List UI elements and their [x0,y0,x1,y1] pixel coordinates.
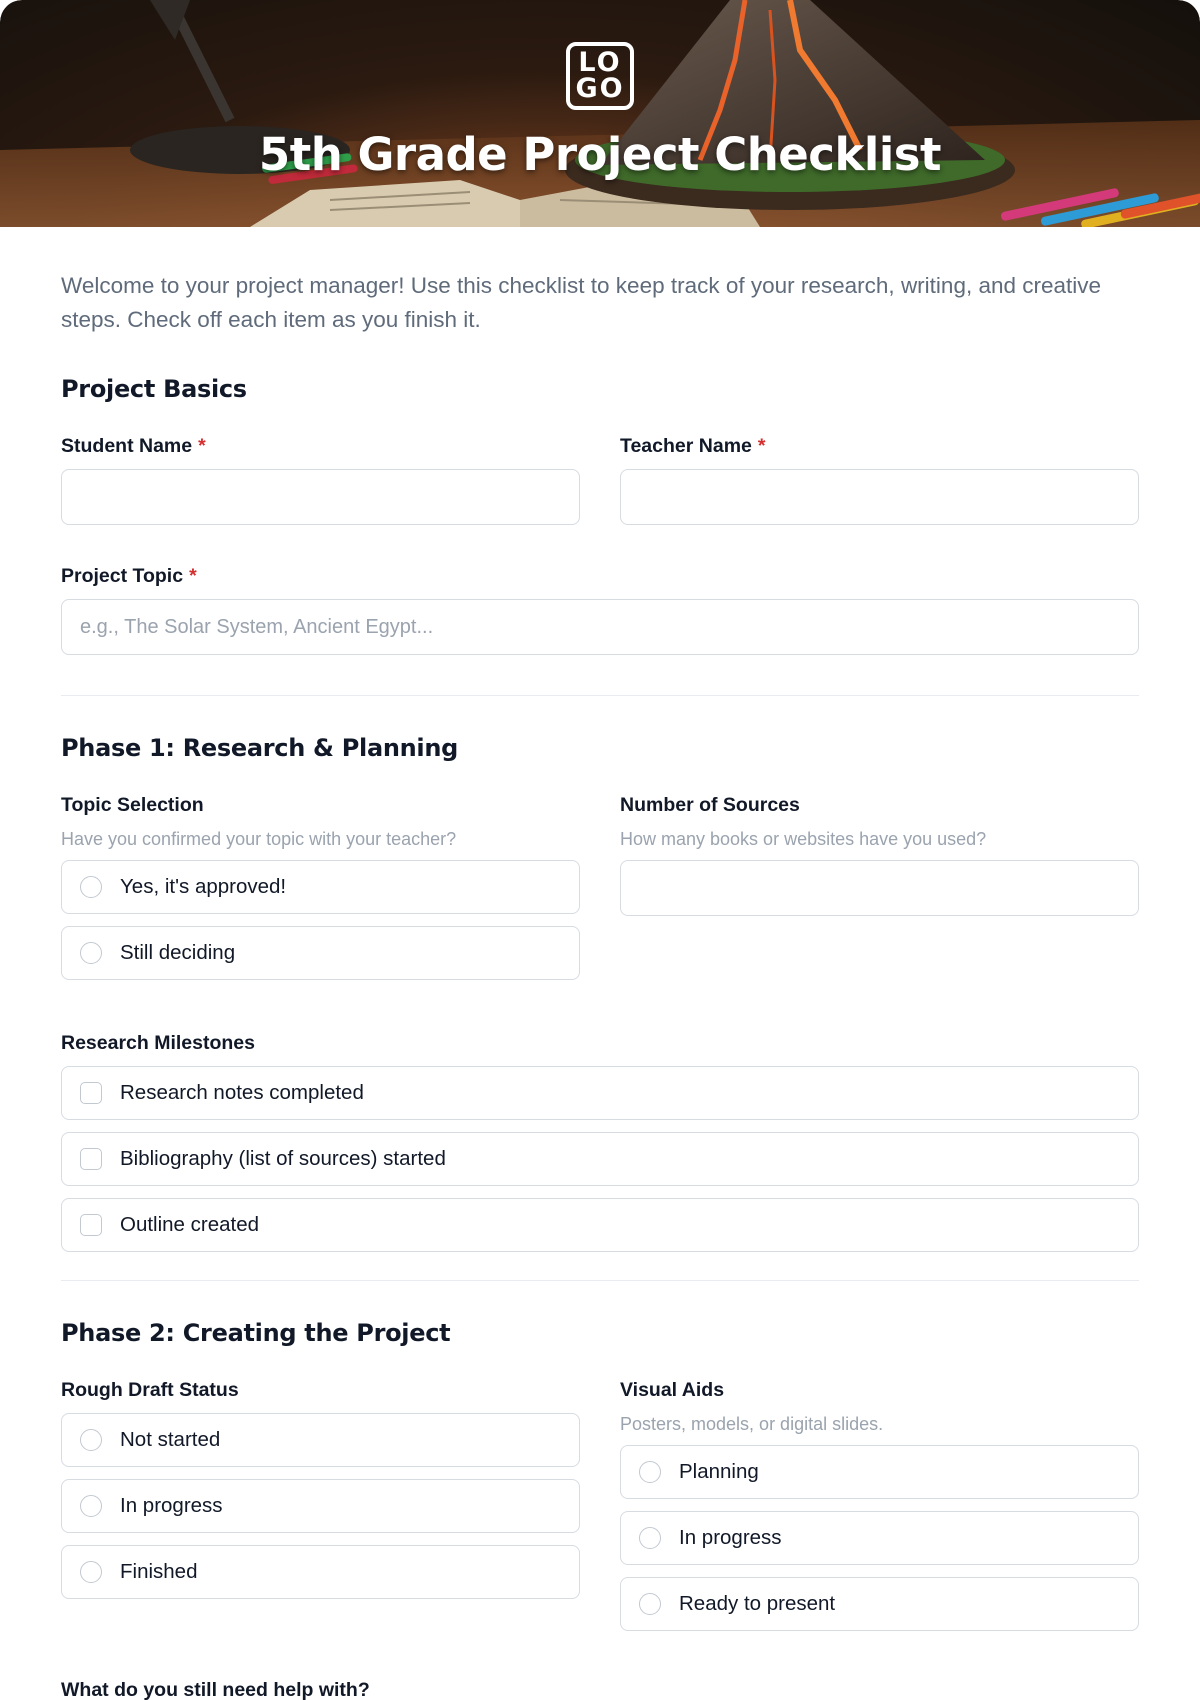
student-name-input[interactable] [61,469,580,525]
radio-option-approved[interactable] [61,860,580,914]
section-title-phase1: Phase 1: Research & Planning [61,734,459,762]
hero-banner [0,0,1200,227]
option-label: Finished [120,1560,198,1583]
checkbox-icon[interactable] [80,1082,102,1104]
option-label: Not started [120,1428,221,1451]
project-topic-label: Project Topic * [61,565,197,587]
radio-option-in-progress[interactable] [61,1479,580,1533]
checkbox-icon[interactable] [80,1148,102,1170]
radio-circle-icon[interactable] [639,1527,661,1549]
checkbox-option-outline[interactable] [61,1198,1139,1252]
help-needed-label: What do you still need help with? [61,1679,370,1700]
section-title-basics: Project Basics [61,375,247,403]
rough-draft-status-label: Rough Draft Status [61,1379,239,1401]
radio-circle-icon[interactable] [80,876,102,898]
option-label: Planning [679,1460,759,1483]
logo: LO GO [566,42,634,110]
radio-circle-icon[interactable] [80,1495,102,1517]
visual-aids-group [620,1379,1139,1643]
radio-option-not-started[interactable] [61,1413,580,1467]
project-topic-input[interactable] [61,599,1139,655]
research-milestones-group [61,1032,1139,1252]
intro-text: Welcome to your project manager! Use this checklist to keep track of your research, writing, and creative steps. Check off each item as you finish it. [61,273,1102,332]
student-name-label: Student Name * [61,435,206,457]
number-of-sources-group [620,794,1139,992]
required-marker: * [757,435,766,457]
hero-illustration [0,0,1200,227]
option-label: Bibliography (list of sources) started [120,1147,446,1170]
section-title-phase2: Phase 2: Creating the Project [61,1319,451,1347]
radio-circle-icon[interactable] [80,1561,102,1583]
radio-option-finished[interactable] [61,1545,580,1599]
page-title: 5th Grade Project Checklist [258,128,942,181]
radio-option-still-deciding[interactable] [61,926,580,980]
radio-option-planning[interactable] [620,1445,1139,1499]
option-label: In progress [679,1526,782,1549]
teacher-name-label: Teacher Name * [620,435,766,457]
radio-circle-icon[interactable] [639,1461,661,1483]
topic-selection-label: Topic Selection [61,794,204,816]
checkbox-option-bibliography[interactable] [61,1132,1139,1186]
checkbox-option-research-notes[interactable] [61,1066,1139,1120]
teacher-name-field-group [620,435,1139,525]
radio-circle-icon[interactable] [639,1593,661,1615]
teacher-name-input[interactable] [620,469,1139,525]
radio-option-ready-to-present[interactable] [620,1577,1139,1631]
section-divider [61,1280,1139,1281]
required-marker: * [189,565,197,587]
student-name-field-group [61,435,580,525]
radio-circle-icon[interactable] [80,942,102,964]
number-of-sources-input[interactable] [620,860,1139,916]
visual-aids-label: Visual Aids [620,1379,725,1401]
section-divider [61,695,1139,696]
topic-selection-group [61,794,580,992]
radio-option-visual-in-progress[interactable] [620,1511,1139,1565]
project-topic-placeholder: e.g., The Solar System, Ancient Egypt... [80,615,434,638]
option-label: Yes, it's approved! [120,875,287,898]
project-topic-field-group [61,565,1139,655]
option-label: Outline created [120,1213,260,1236]
rough-draft-status-group [61,1379,580,1643]
number-of-sources-hint: How many books or websites have you used? [620,829,987,849]
research-milestones-label: Research Milestones [61,1032,256,1054]
form-content [61,227,1139,1700]
visual-aids-hint: Posters, models, or digital slides. [620,1414,884,1434]
option-label: Ready to present [679,1592,836,1615]
required-marker: * [198,435,206,457]
number-of-sources-label: Number of Sources [620,794,800,816]
option-label: Research notes completed [120,1081,364,1104]
topic-selection-hint: Have you confirmed your topic with your teacher? [61,829,457,849]
option-label: Still deciding [120,941,236,964]
option-label: In progress [120,1494,223,1517]
checkbox-icon[interactable] [80,1214,102,1236]
radio-circle-icon[interactable] [80,1429,102,1451]
